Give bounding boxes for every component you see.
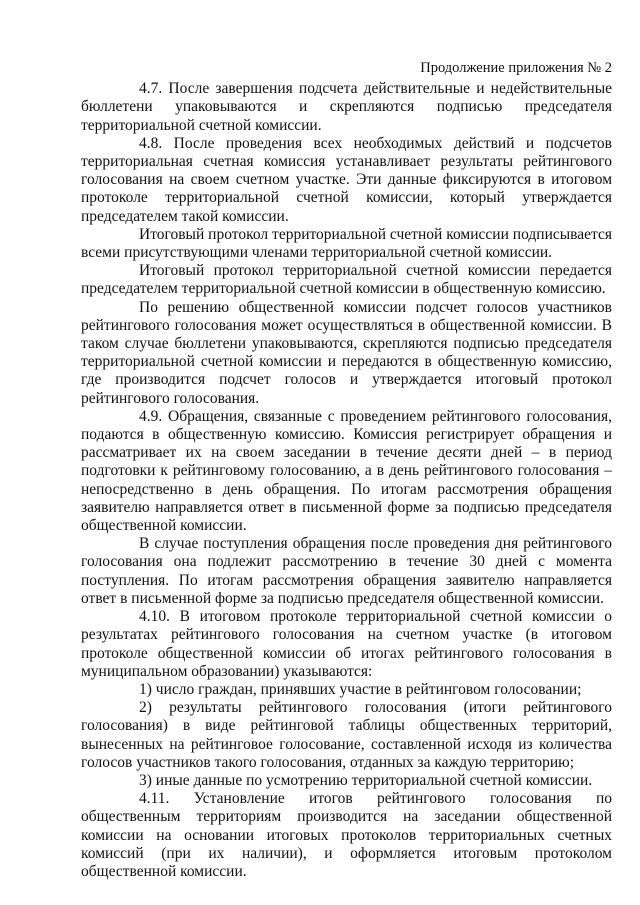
list-item: 3) иные данные по усмотрению территориальной счетной комиссии. [139,771,593,789]
paragraph-public-commission-count: По решению общественной комиссии подсчет голосов участников рейтингового голосования может осуществляться в общественной комиссии. В таком случае бюллетени упаковываются, скрепляются подписью председателя территориальной счетной комиссии и передаются в общественную комиссию, где производится подсчет голосов и утверждается итоговый протокол рейтингового голосования. [81,298,612,407]
paragraph-4-11: 4.11. Установление итогов рейтингового голосования по общественным территориям производится на заседании общественной комиссии на основании итоговых протоколов территориальных счетных комиссий (при их наличии), и оформляется итоговым протоколом общественной комиссии. [81,790,612,880]
appendix-continuation-header: Продолжение приложения № 2 [420,60,612,76]
paragraph-4-10: 4.10. В итоговом протоколе территориальной счетной комиссии о результатах рейтингового голосования на счетном участке (в итоговом протоколе общественной комиссии об итогах рейтингового голосования в муниципальном образовании) указываются: [81,608,612,680]
paragraph-protocol-transfer: Итоговый протокол территориальной счетной комиссии передается председателем территориальной счетной комиссии в общественную комиссию. [81,262,612,298]
list-item: 2) результаты рейтингового голосования (итоги рейтингового голосования) в виде рейтинговой таблицы общественных территорий, вынесенных на рейтинговое голосование, составленной исходя из количества голосов участников такого голосования, отданных за каждую территорию; [81,699,612,771]
paragraph-4-7: 4.7. После завершения подсчета действительные и недействительные бюллетени упаковываются и скрепляются подписью председателя территориальной счетной комиссии. [81,80,612,134]
paragraph-4-8: 4.8. После проведения всех необходимых действий и подсчетов территориальная счетная комиссия устанавливает результаты рейтингового голосования на своем счетном участке. Эти данные фиксируются в итоговом протоколе территориальной счетной комиссии, который утверждается председателем такой комиссии. [81,134,612,225]
paragraph-protocol-signing: Итоговый протокол территориальной счетной комиссии подписывается всеми присутствующими членами территориальной счетной комиссии. [81,225,612,262]
paragraph-late-appeals: В случае поступления обращения после проведения дня рейтингового голосования она подлежит рассмотрению в течение 30 дней с момента поступления. По итогам рассмотрения обращения заявителю направляется ответ в письменной форме за подписью председателя общественной комиссии. [81,535,612,607]
paragraph-4-9: 4.9. Обращения, связанные с проведением рейтингового голосования, подаются в общественную комиссию. Комиссия регистрирует обращения и рассматривает их на своем заседании в течение десяти дней – в период подготовки к рейтинговому голосованию, а в день рейтингового голосования – непосредственно в день обращения. По итогам рассмотрения обращения заявителю направляется ответ в письменной форме за подписью председателя общественной комиссии. [81,407,612,535]
list-item: 1) число граждан, принявших участие в рейтинговом голосовании; [139,680,582,698]
document-page [81,59,612,881]
